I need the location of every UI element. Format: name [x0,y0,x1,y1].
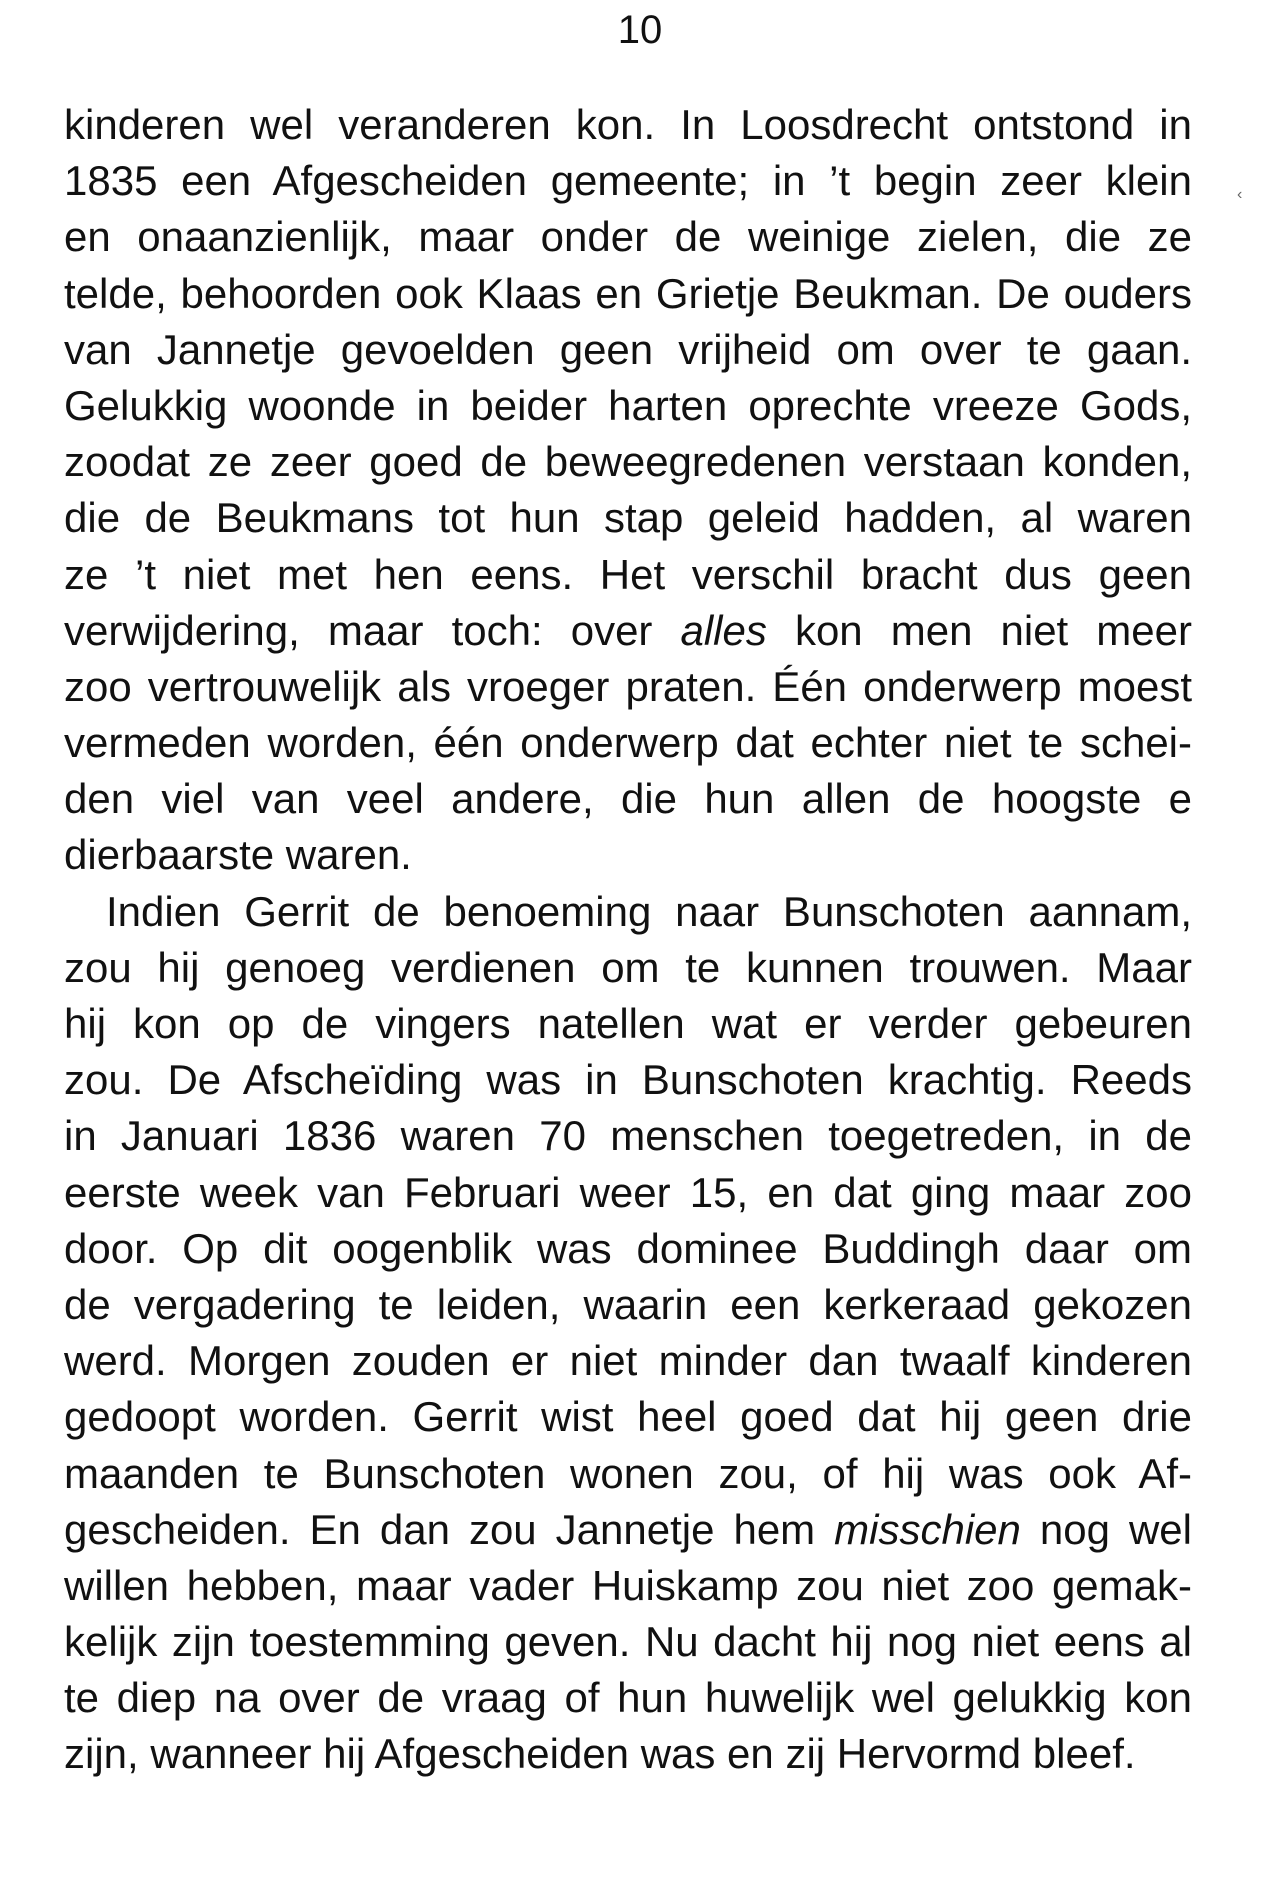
text-line: 1835 een Afgescheiden gemeente; in ’t begin zeer klein [64,157,1192,205]
text-line: Indien Gerrit de benoeming naar Bunschoten aannam, [106,887,1192,935]
text-line: zoo vertrouwelijk als vroeger praten. Één onderwerp moest [64,662,1192,710]
text-line: te diep na over de vraag of hun huwelijk wel gelukkig kon [64,1674,1192,1722]
text-line: kelijk zijn toestemming geven. Nu dacht hij nog niet eens al [64,1618,1192,1666]
text-line: zou. De Afscheïding was in Bunschoten krachtig. Reeds [64,1056,1192,1104]
text-line: zou hij genoeg verdienen om te kunnen trouwen. Maar [64,943,1192,991]
text-line: telde, behoorden ook Klaas en Grietje Beukman. De ouders [64,269,1192,317]
text-line: ze ’t niet met hen eens. Het verschil bracht dus geen [64,550,1192,598]
text-line: verwijdering, maar toch: over alles kon men niet meer [64,606,1192,654]
text-line: dierbaarste waren. [64,831,412,879]
text-line: eerste week van Februari weer 15, en dat ging maar zoo [64,1168,1192,1216]
text-line: willen hebben, maar vader Huiskamp zou niet zoo gemak- [64,1561,1192,1609]
text-line: door. Op dit oogenblik was dominee Buddingh daar om [64,1224,1192,1272]
text-line: en onaanzienlijk, maar onder de weinige zielen, die ze [64,213,1192,261]
italic-emphasis: alles [680,606,767,654]
text-line: werd. Morgen zouden er niet minder dan twaalf kinderen [64,1337,1192,1385]
text-line: van Jannetje gevoelden geen vrijheid om over te gaan. [64,325,1192,373]
page-number: 10 [617,8,663,52]
margin-mark: ‹ [1237,186,1243,203]
text-line: in Januari 1836 waren 70 menschen toegetreden, in de [64,1112,1192,1160]
text-line: maanden te Bunschoten wonen zou, of hij was ook Af- [64,1449,1192,1497]
text-line: hij kon op de vingers natellen wat er verder gebeuren [64,1000,1192,1047]
text-line: den viel van veel andere, die hun allen de hoogste e [64,775,1192,823]
text-line: zoodat ze zeer goed de beweegredenen verstaan konden, [64,438,1192,486]
text-line: gescheiden. En dan zou Jannetje hem misschien nog wel [64,1505,1192,1553]
text-line: zijn, wanneer hij Afgescheiden was en zij Hervormd bleef. [64,1730,1136,1778]
text-line: die de Beukmans tot hun stap geleid hadden, al waren [64,494,1192,542]
italic-emphasis: misschien [834,1505,1021,1553]
body-text [64,97,1192,1783]
text-line: vermeden worden, één onderwerp dat echter niet te schei- [64,719,1192,767]
text-line: Gelukkig woonde in beider harten oprechte vreeze Gods, [64,381,1192,429]
text-line: de vergadering te leiden, waarin een kerkeraad gekozen [64,1280,1192,1328]
text-line: gedoopt worden. Gerrit wist heel goed dat hij geen drie [64,1393,1192,1441]
text-line: kinderen wel veranderen kon. In Loosdrecht ontstond in [64,101,1192,148]
